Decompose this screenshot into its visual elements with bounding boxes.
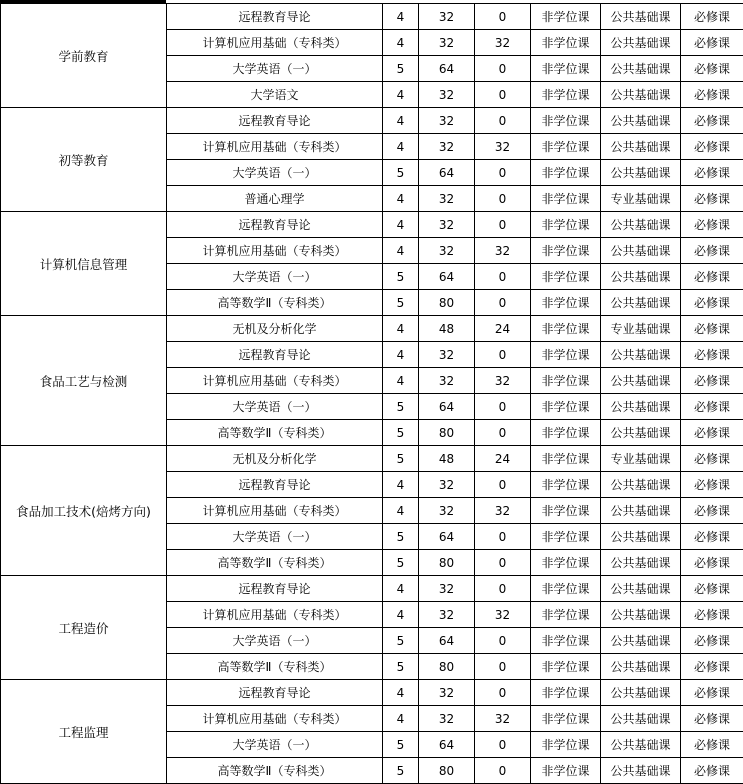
hours-cell: 80 (419, 550, 475, 576)
lab-hours-cell: 0 (475, 186, 531, 212)
lab-hours-cell: 0 (475, 4, 531, 30)
type-cell: 必修课 (681, 420, 743, 446)
credits-cell: 4 (383, 602, 419, 628)
lab-hours-cell: 32 (475, 498, 531, 524)
category-cell: 公共基础课 (601, 264, 681, 290)
hours-cell: 64 (419, 160, 475, 186)
degree-cell: 非学位课 (531, 238, 601, 264)
degree-cell: 非学位课 (531, 758, 601, 784)
course-cell: 高等数学Ⅱ（专科类） (167, 420, 383, 446)
degree-cell: 非学位课 (531, 186, 601, 212)
hours-cell: 32 (419, 212, 475, 238)
credits-cell: 4 (383, 238, 419, 264)
credits-cell: 5 (383, 550, 419, 576)
hours-cell: 32 (419, 134, 475, 160)
credits-cell: 5 (383, 524, 419, 550)
type-cell: 必修课 (681, 342, 743, 368)
course-cell: 普通心理学 (167, 186, 383, 212)
degree-cell: 非学位课 (531, 446, 601, 472)
degree-cell: 非学位课 (531, 654, 601, 680)
type-cell: 必修课 (681, 316, 743, 342)
lab-hours-cell: 32 (475, 602, 531, 628)
table-row (1, 576, 743, 602)
major-cell: 工程造价 (1, 576, 167, 680)
major-cell: 计算机信息管理 (1, 212, 167, 316)
category-cell: 公共基础课 (601, 394, 681, 420)
category-cell: 公共基础课 (601, 654, 681, 680)
course-cell: 计算机应用基础（专科类） (167, 368, 383, 394)
curriculum-table (0, 3, 743, 784)
hours-cell: 64 (419, 264, 475, 290)
hours-cell: 32 (419, 238, 475, 264)
major-cell: 食品加工技术(焙烤方向) (1, 446, 167, 576)
lab-hours-cell: 0 (475, 654, 531, 680)
category-cell: 公共基础课 (601, 758, 681, 784)
degree-cell: 非学位课 (531, 576, 601, 602)
lab-hours-cell: 32 (475, 706, 531, 732)
category-cell: 专业基础课 (601, 316, 681, 342)
degree-cell: 非学位课 (531, 732, 601, 758)
category-cell: 公共基础课 (601, 30, 681, 56)
table-row (1, 4, 743, 30)
credits-cell: 4 (383, 576, 419, 602)
type-cell: 必修课 (681, 550, 743, 576)
credits-cell: 4 (383, 186, 419, 212)
type-cell: 必修课 (681, 706, 743, 732)
course-cell: 远程教育导论 (167, 108, 383, 134)
credits-cell: 4 (383, 680, 419, 706)
category-cell: 公共基础课 (601, 108, 681, 134)
course-cell: 高等数学Ⅱ（专科类） (167, 654, 383, 680)
table-row (1, 446, 743, 472)
table-body (1, 4, 743, 784)
lab-hours-cell: 0 (475, 680, 531, 706)
credits-cell: 5 (383, 394, 419, 420)
category-cell: 公共基础课 (601, 134, 681, 160)
category-cell: 公共基础课 (601, 342, 681, 368)
hours-cell: 64 (419, 56, 475, 82)
credits-cell: 5 (383, 56, 419, 82)
degree-cell: 非学位课 (531, 602, 601, 628)
degree-cell: 非学位课 (531, 394, 601, 420)
hours-cell: 32 (419, 680, 475, 706)
hours-cell: 80 (419, 290, 475, 316)
credits-cell: 5 (383, 160, 419, 186)
hours-cell: 64 (419, 732, 475, 758)
type-cell: 必修课 (681, 238, 743, 264)
lab-hours-cell: 0 (475, 576, 531, 602)
lab-hours-cell: 0 (475, 264, 531, 290)
degree-cell: 非学位课 (531, 82, 601, 108)
type-cell: 必修课 (681, 4, 743, 30)
lab-hours-cell: 0 (475, 472, 531, 498)
hours-cell: 32 (419, 30, 475, 56)
credits-cell: 4 (383, 4, 419, 30)
hours-cell: 64 (419, 628, 475, 654)
course-cell: 大学英语（一） (167, 628, 383, 654)
degree-cell: 非学位课 (531, 498, 601, 524)
type-cell: 必修课 (681, 82, 743, 108)
category-cell: 公共基础课 (601, 472, 681, 498)
table-row (1, 212, 743, 238)
category-cell: 公共基础课 (601, 82, 681, 108)
category-cell: 公共基础课 (601, 238, 681, 264)
degree-cell: 非学位课 (531, 342, 601, 368)
course-cell: 计算机应用基础（专科类） (167, 238, 383, 264)
credits-cell: 4 (383, 82, 419, 108)
lab-hours-cell: 0 (475, 758, 531, 784)
lab-hours-cell: 0 (475, 342, 531, 368)
credits-cell: 4 (383, 706, 419, 732)
degree-cell: 非学位课 (531, 680, 601, 706)
type-cell: 必修课 (681, 446, 743, 472)
hours-cell: 32 (419, 472, 475, 498)
degree-cell: 非学位课 (531, 4, 601, 30)
credits-cell: 4 (383, 498, 419, 524)
degree-cell: 非学位课 (531, 706, 601, 732)
course-cell: 远程教育导论 (167, 576, 383, 602)
lab-hours-cell: 0 (475, 732, 531, 758)
type-cell: 必修课 (681, 56, 743, 82)
category-cell: 公共基础课 (601, 628, 681, 654)
category-cell: 专业基础课 (601, 186, 681, 212)
credits-cell: 4 (383, 316, 419, 342)
hours-cell: 80 (419, 654, 475, 680)
type-cell: 必修课 (681, 472, 743, 498)
type-cell: 必修课 (681, 264, 743, 290)
type-cell: 必修课 (681, 212, 743, 238)
lab-hours-cell: 32 (475, 368, 531, 394)
course-cell: 远程教育导论 (167, 472, 383, 498)
category-cell: 公共基础课 (601, 706, 681, 732)
course-cell: 大学英语（一） (167, 56, 383, 82)
lab-hours-cell: 32 (475, 30, 531, 56)
degree-cell: 非学位课 (531, 30, 601, 56)
credits-cell: 5 (383, 446, 419, 472)
degree-cell: 非学位课 (531, 420, 601, 446)
course-cell: 大学语文 (167, 82, 383, 108)
hours-cell: 32 (419, 342, 475, 368)
degree-cell: 非学位课 (531, 550, 601, 576)
type-cell: 必修课 (681, 368, 743, 394)
type-cell: 必修课 (681, 524, 743, 550)
course-cell: 远程教育导论 (167, 680, 383, 706)
degree-cell: 非学位课 (531, 628, 601, 654)
hours-cell: 48 (419, 446, 475, 472)
hours-cell: 32 (419, 82, 475, 108)
type-cell: 必修课 (681, 134, 743, 160)
credits-cell: 5 (383, 264, 419, 290)
major-cell: 初等教育 (1, 108, 167, 212)
credits-cell: 5 (383, 654, 419, 680)
course-cell: 计算机应用基础（专科类） (167, 706, 383, 732)
category-cell: 公共基础课 (601, 160, 681, 186)
type-cell: 必修课 (681, 602, 743, 628)
type-cell: 必修课 (681, 290, 743, 316)
type-cell: 必修课 (681, 108, 743, 134)
category-cell: 公共基础课 (601, 498, 681, 524)
category-cell: 公共基础课 (601, 290, 681, 316)
table-row (1, 680, 743, 706)
course-cell: 大学英语（一） (167, 524, 383, 550)
course-cell: 计算机应用基础（专科类） (167, 602, 383, 628)
category-cell: 公共基础课 (601, 524, 681, 550)
credits-cell: 5 (383, 628, 419, 654)
degree-cell: 非学位课 (531, 134, 601, 160)
hours-cell: 32 (419, 498, 475, 524)
credits-cell: 4 (383, 472, 419, 498)
lab-hours-cell: 0 (475, 290, 531, 316)
type-cell: 必修课 (681, 30, 743, 56)
degree-cell: 非学位课 (531, 212, 601, 238)
course-cell: 高等数学Ⅱ（专科类） (167, 550, 383, 576)
course-cell: 无机及分析化学 (167, 446, 383, 472)
course-cell: 大学英语（一） (167, 732, 383, 758)
hours-cell: 32 (419, 186, 475, 212)
course-cell: 计算机应用基础（专科类） (167, 498, 383, 524)
credits-cell: 4 (383, 368, 419, 394)
type-cell: 必修课 (681, 160, 743, 186)
course-cell: 大学英语（一） (167, 160, 383, 186)
hours-cell: 80 (419, 420, 475, 446)
credits-cell: 4 (383, 212, 419, 238)
course-cell: 大学英语（一） (167, 264, 383, 290)
course-cell: 大学英语（一） (167, 394, 383, 420)
hours-cell: 64 (419, 524, 475, 550)
lab-hours-cell: 0 (475, 524, 531, 550)
credits-cell: 5 (383, 732, 419, 758)
lab-hours-cell: 0 (475, 550, 531, 576)
degree-cell: 非学位课 (531, 264, 601, 290)
hours-cell: 64 (419, 394, 475, 420)
lab-hours-cell: 24 (475, 316, 531, 342)
major-cell: 学前教育 (1, 4, 167, 108)
category-cell: 公共基础课 (601, 56, 681, 82)
course-cell: 高等数学Ⅱ（专科类） (167, 758, 383, 784)
course-cell: 无机及分析化学 (167, 316, 383, 342)
hours-cell: 32 (419, 4, 475, 30)
credits-cell: 4 (383, 342, 419, 368)
type-cell: 必修课 (681, 758, 743, 784)
type-cell: 必修课 (681, 654, 743, 680)
category-cell: 公共基础课 (601, 680, 681, 706)
category-cell: 公共基础课 (601, 4, 681, 30)
lab-hours-cell: 0 (475, 160, 531, 186)
hours-cell: 32 (419, 368, 475, 394)
hours-cell: 32 (419, 576, 475, 602)
course-cell: 计算机应用基础（专科类） (167, 30, 383, 56)
degree-cell: 非学位课 (531, 56, 601, 82)
lab-hours-cell: 32 (475, 238, 531, 264)
degree-cell: 非学位课 (531, 368, 601, 394)
lab-hours-cell: 0 (475, 212, 531, 238)
category-cell: 公共基础课 (601, 732, 681, 758)
lab-hours-cell: 0 (475, 628, 531, 654)
category-cell: 公共基础课 (601, 368, 681, 394)
category-cell: 公共基础课 (601, 576, 681, 602)
degree-cell: 非学位课 (531, 290, 601, 316)
course-cell: 远程教育导论 (167, 212, 383, 238)
lab-hours-cell: 24 (475, 446, 531, 472)
lab-hours-cell: 0 (475, 56, 531, 82)
lab-hours-cell: 32 (475, 134, 531, 160)
credits-cell: 4 (383, 108, 419, 134)
type-cell: 必修课 (681, 680, 743, 706)
category-cell: 公共基础课 (601, 212, 681, 238)
course-cell: 计算机应用基础（专科类） (167, 134, 383, 160)
major-cell: 工程监理 (1, 680, 167, 784)
credits-cell: 4 (383, 134, 419, 160)
degree-cell: 非学位课 (531, 108, 601, 134)
table-row (1, 316, 743, 342)
lab-hours-cell: 0 (475, 108, 531, 134)
credits-cell: 4 (383, 30, 419, 56)
type-cell: 必修课 (681, 186, 743, 212)
type-cell: 必修课 (681, 498, 743, 524)
credits-cell: 5 (383, 290, 419, 316)
credits-cell: 5 (383, 420, 419, 446)
lab-hours-cell: 0 (475, 394, 531, 420)
category-cell: 专业基础课 (601, 446, 681, 472)
type-cell: 必修课 (681, 394, 743, 420)
type-cell: 必修课 (681, 732, 743, 758)
category-cell: 公共基础课 (601, 602, 681, 628)
type-cell: 必修课 (681, 628, 743, 654)
degree-cell: 非学位课 (531, 472, 601, 498)
course-cell: 远程教育导论 (167, 342, 383, 368)
type-cell: 必修课 (681, 576, 743, 602)
course-cell: 高等数学Ⅱ（专科类） (167, 290, 383, 316)
table-row (1, 108, 743, 134)
lab-hours-cell: 0 (475, 420, 531, 446)
hours-cell: 80 (419, 758, 475, 784)
degree-cell: 非学位课 (531, 160, 601, 186)
category-cell: 公共基础课 (601, 550, 681, 576)
major-cell: 食品工艺与检测 (1, 316, 167, 446)
degree-cell: 非学位课 (531, 316, 601, 342)
credits-cell: 5 (383, 758, 419, 784)
hours-cell: 32 (419, 706, 475, 732)
degree-cell: 非学位课 (531, 524, 601, 550)
category-cell: 公共基础课 (601, 420, 681, 446)
hours-cell: 32 (419, 602, 475, 628)
hours-cell: 32 (419, 108, 475, 134)
course-cell: 远程教育导论 (167, 4, 383, 30)
hours-cell: 48 (419, 316, 475, 342)
lab-hours-cell: 0 (475, 82, 531, 108)
